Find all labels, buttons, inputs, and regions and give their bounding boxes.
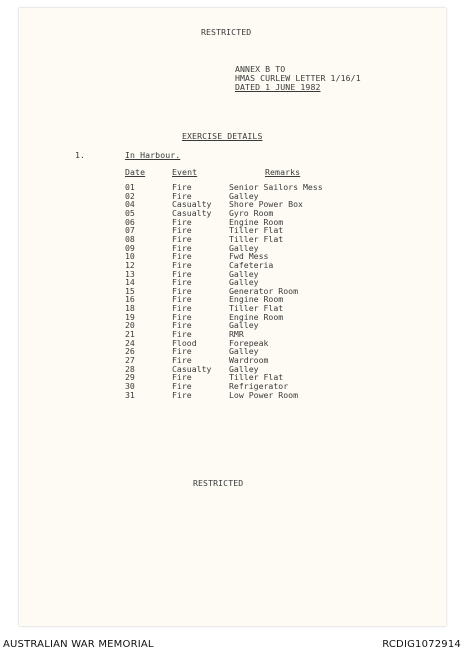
cell-event: Fire <box>172 268 192 279</box>
cell-remarks: Engine Room <box>229 294 284 305</box>
footer-institution: AUSTRALIAN WAR MEMORIAL <box>3 639 154 650</box>
cell-event: Fire <box>172 190 192 201</box>
cell-date: 18 <box>125 303 135 314</box>
cell-remarks: Cafeteria <box>229 259 274 270</box>
cell-remarks: Generator Room <box>229 285 299 296</box>
cell-date: 27 <box>125 355 135 365</box>
cell-remarks: Forepeak <box>229 337 269 348</box>
cell-remarks: Galley <box>229 277 259 288</box>
archive-footer <box>0 633 465 654</box>
cell-date: 21 <box>125 329 135 340</box>
cell-date: 29 <box>125 372 135 383</box>
cell-date: 02 <box>125 190 135 201</box>
cell-event: Casualty <box>172 207 212 218</box>
section-number: 1. <box>75 150 86 160</box>
cell-event: Fire <box>172 233 192 244</box>
cell-event: Fire <box>172 355 192 365</box>
cell-date: 14 <box>125 277 135 288</box>
cell-date: 28 <box>125 363 135 374</box>
cell-remarks: Fwd Mess <box>229 251 269 262</box>
cell-remarks: Gyro Room <box>229 207 274 218</box>
cell-remarks: Galley <box>229 346 259 357</box>
cell-remarks: Low Power Room <box>229 389 299 400</box>
cell-remarks: Shore Power Box <box>229 199 303 210</box>
cell-date: 08 <box>125 233 135 244</box>
cell-date: 30 <box>125 380 135 391</box>
cell-event: Fire <box>172 182 192 192</box>
document-page <box>19 8 446 626</box>
cell-date: 15 <box>125 285 135 296</box>
column-header-date: Date <box>125 167 146 177</box>
cell-event: Fire <box>172 242 192 253</box>
cell-event: Fire <box>172 311 192 322</box>
cell-date: 12 <box>125 259 135 270</box>
cell-date: 20 <box>125 320 135 331</box>
cell-remarks: Refrigerator <box>229 380 289 391</box>
cell-remarks: Tiller Flat <box>229 303 284 314</box>
cell-event: Fire <box>172 380 192 391</box>
cell-date: 16 <box>125 294 135 305</box>
cell-remarks: Galley <box>229 268 259 279</box>
cell-event: Fire <box>172 225 192 236</box>
cell-remarks: Galley <box>229 363 259 374</box>
annex-line-2: HMAS CURLEW LETTER 1/16/1 <box>235 73 361 83</box>
cell-event: Fire <box>172 320 192 331</box>
column-header-event: Event <box>172 167 198 177</box>
cell-event: Fire <box>172 277 192 288</box>
cell-remarks: Galley <box>229 190 259 201</box>
cell-event: Fire <box>172 346 192 357</box>
cell-event: Fire <box>172 329 192 340</box>
cell-remarks: Galley <box>229 320 259 331</box>
annex-line-1: ANNEX B TO <box>235 64 286 74</box>
cell-date: 09 <box>125 242 135 253</box>
footer-reference-id: RCDIG1072914 <box>382 639 461 650</box>
cell-remarks: Tiller Flat <box>229 225 284 236</box>
cell-event: Flood <box>172 337 197 348</box>
cell-date: 13 <box>125 268 135 279</box>
cell-event: Fire <box>172 303 192 314</box>
column-header-remarks: Remarks <box>265 167 301 177</box>
cell-date: 10 <box>125 251 135 262</box>
cell-event: Casualty <box>172 199 212 210</box>
cell-remarks: Engine Room <box>229 311 284 322</box>
cell-remarks: Senior Sailors Mess <box>229 182 323 192</box>
cell-date: 19 <box>125 311 135 322</box>
cell-event: Fire <box>172 389 192 400</box>
annex-line-3: DATED 1 JUNE 1982 <box>235 82 321 92</box>
cell-event: Casualty <box>172 363 212 374</box>
cell-remarks: Wardroom <box>229 355 269 365</box>
cell-date: 01 <box>125 182 135 192</box>
cell-event: Fire <box>172 251 192 262</box>
classification-bottom: RESTRICTED <box>193 478 244 488</box>
cell-event: Fire <box>172 294 192 305</box>
table-row <box>19 391 446 400</box>
cell-event: Fire <box>172 372 192 383</box>
cell-remarks: Tiller Flat <box>229 372 284 383</box>
cell-remarks: Tiller Flat <box>229 233 284 244</box>
section-title: In Harbour. <box>125 150 181 160</box>
classification-top: RESTRICTED <box>201 27 252 37</box>
cell-date: 24 <box>125 337 135 348</box>
cell-remarks: RMR <box>229 329 244 340</box>
cell-event: Fire <box>172 216 192 227</box>
cell-date: 05 <box>125 207 135 218</box>
cell-date: 04 <box>125 199 135 210</box>
cell-remarks: Engine Room <box>229 216 284 227</box>
cell-date: 06 <box>125 216 135 227</box>
cell-event: Fire <box>172 259 192 270</box>
page-heading: EXERCISE DETAILS <box>182 131 263 141</box>
cell-date: 07 <box>125 225 135 236</box>
cell-event: Fire <box>172 285 192 296</box>
cell-remarks: Galley <box>229 242 259 253</box>
cell-date: 26 <box>125 346 135 357</box>
cell-date: 31 <box>125 389 135 400</box>
